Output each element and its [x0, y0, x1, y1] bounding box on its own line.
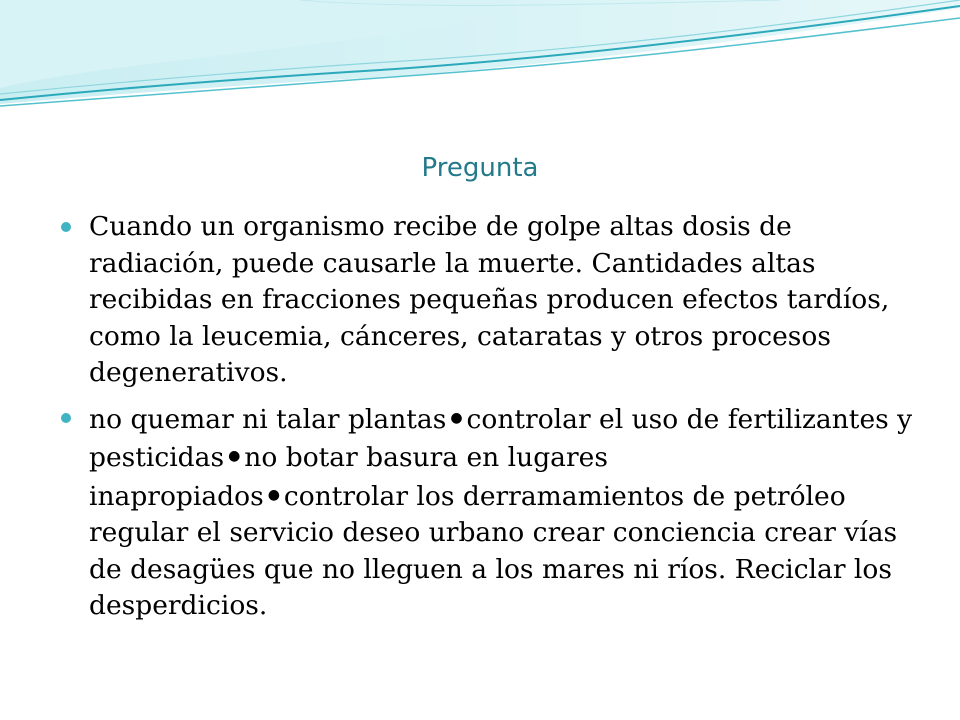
- bullet-text: Cuando un organismo recibe de golpe altas dosis de radiación, puede causarle la muerte. Cantidades altas recibidas en fracciones pequeñas producen efectos tardíos, como la leucemia, cánceres, cataratas y otros procesos degenerativos.: [89, 211, 890, 388]
- bullet-list: [58, 209, 918, 633]
- bullet-text-part: controlar los derramamientos de petróleo regular el servicio deseo urbano crear conciencia crear vías de desagües que no lleguen a los mares ni ríos. Reciclar los desperdicios.: [89, 480, 898, 621]
- inline-bullet-separator-icon: ●: [450, 409, 463, 426]
- bullet-text-part: controlar el uso de fertilizantes y pesticidas: [89, 403, 913, 473]
- slide-title: Pregunta: [421, 153, 539, 183]
- bullet-text-part: no quemar ni talar plantas: [89, 403, 447, 435]
- bullet-dot-icon: [61, 413, 71, 423]
- bullet-item: [58, 209, 918, 392]
- bullet-dot-icon: [61, 222, 71, 232]
- bullet-text-part: no botar basura en lugares inapropiados: [89, 442, 608, 512]
- inline-bullet-separator-icon: ●: [267, 486, 280, 503]
- decorative-wave-header: [0, 0, 960, 120]
- inline-bullet-separator-icon: ●: [228, 448, 241, 464]
- bullet-item: [58, 400, 918, 625]
